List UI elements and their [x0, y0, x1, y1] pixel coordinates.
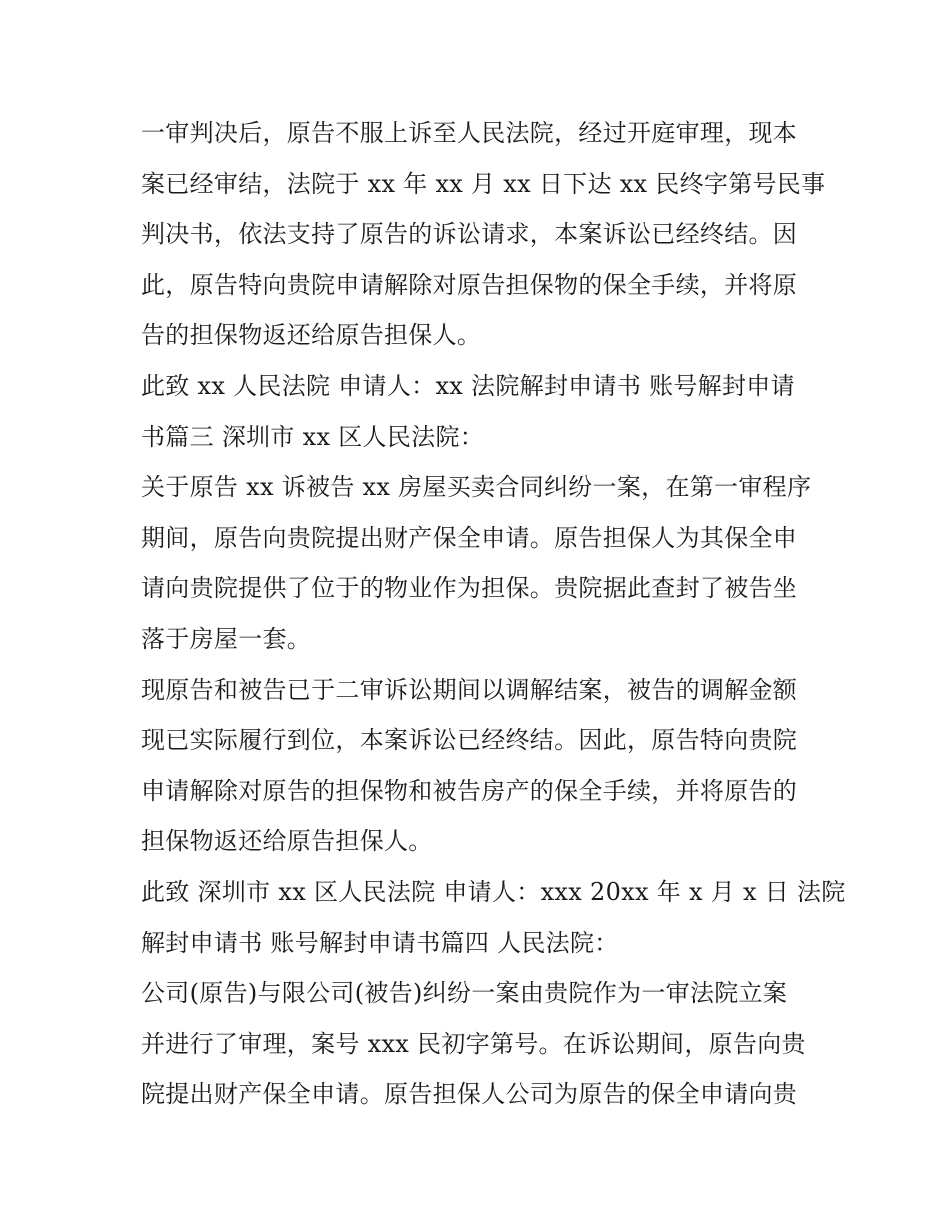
text-line: 期间，原告向贵院提出财产保全申请。原告担保人为其保全申: [141, 523, 798, 552]
text-line: 关于原告 xx 诉被告 xx 房屋买卖合同纠纷一案，在第一审程序: [141, 473, 812, 502]
text-line: 现原告和被告已于二审诉讼期间以调解结案，被告的调解金额: [141, 675, 798, 704]
text-line: 现已实际履行到位，本案诉讼已经终结。因此，原告特向贵院: [141, 726, 798, 755]
text-line: 公司(原告)与限公司(被告)纠纷一案由贵院作为一审法院立案: [141, 979, 788, 1008]
text-line: 解封申请书 账号解封申请书篇四 人民法院：: [141, 928, 619, 957]
text-line: 告的担保物返还给原告担保人。: [141, 321, 482, 350]
text-line: 担保物返还给原告担保人。: [141, 827, 433, 856]
text-line: 请向贵院提供了位于的物业作为担保。贵院据此查封了被告坐: [141, 574, 798, 603]
text-line: 此，原告特向贵院申请解除对原告担保物的保全手续，并将原: [141, 270, 798, 299]
text-line: 院提出财产保全申请。原告担保人公司为原告的保全申请向贵: [141, 1080, 798, 1109]
document-body: [141, 108, 846, 1120]
text-line: 落于房屋一套。: [141, 624, 312, 653]
text-line: 此致 深圳市 xx 区人民法院 申请人：xxx 20xx 年 x 月 x 日 法院: [141, 877, 846, 906]
text-line: 并进行了审理，案号 xxx 民初字第号。在诉讼期间，原告向贵: [141, 1029, 806, 1058]
text-line: 书篇三 深圳市 xx 区人民法院：: [141, 422, 485, 451]
text-line: 申请解除对原告的担保物和被告房产的保全手续，并将原告的: [141, 776, 798, 805]
text-line: 案已经审结，法院于 xx 年 xx 月 xx 日下达 xx 民终字第号民事: [141, 169, 826, 198]
text-line: 判决书，依法支持了原告的诉讼请求，本案诉讼已经终结。因: [141, 220, 798, 249]
text-line: 此致 xx 人民法院 申请人：xx 法院解封申请书 账号解封申请: [141, 371, 795, 400]
text-line: 一审判决后，原告不服上诉至人民法院，经过开庭审理，现本: [141, 119, 798, 147]
